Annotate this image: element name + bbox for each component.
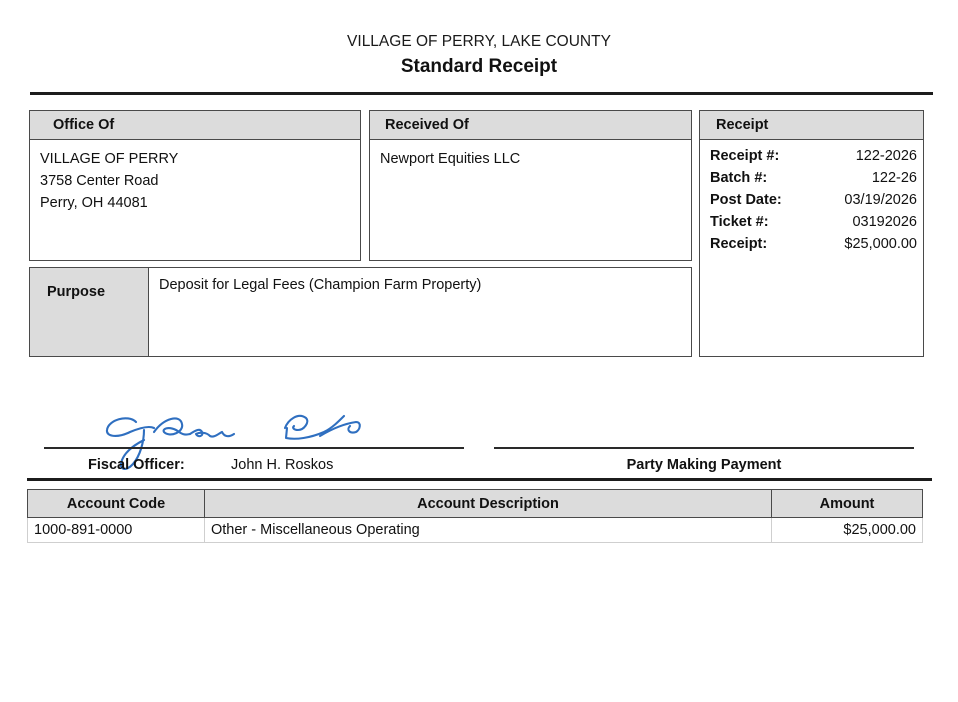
ticket-number-value: 03192026 [852, 214, 917, 230]
post-date-label: Post Date: [710, 192, 782, 208]
ticket-number-label: Ticket #: [710, 214, 769, 230]
received-of-box [369, 110, 692, 261]
receipt-number-row [710, 148, 917, 170]
batch-number-label: Batch #: [710, 170, 768, 186]
post-date-value: 03/19/2026 [844, 192, 917, 208]
post-date-row [710, 192, 917, 214]
accounts-header-row [28, 490, 923, 518]
accounts-divider [27, 478, 932, 481]
receipt-heading: Receipt [700, 111, 923, 140]
receipt-number-label: Receipt #: [710, 148, 780, 164]
account-description-header: Account Description [205, 490, 772, 518]
receipt-amount-value: $25,000.00 [844, 236, 917, 252]
purpose-text: Deposit for Legal Fees (Champion Farm Property) [159, 277, 482, 293]
account-code-cell: 1000-891-0000 [28, 518, 205, 543]
organization-name: VILLAGE OF PERRY, LAKE COUNTY [347, 33, 611, 50]
party-making-payment-label: Party Making Payment [626, 457, 782, 473]
receipt-box [699, 110, 924, 357]
office-of-heading: Office Of [30, 111, 360, 140]
office-of-box [29, 110, 361, 261]
purpose-label: Purpose [47, 284, 106, 300]
office-address [40, 148, 178, 214]
purpose-box [29, 267, 692, 357]
office-address-line1: 3758 Center Road [40, 173, 159, 189]
receipt-amount-row [710, 236, 917, 258]
header-divider [30, 92, 933, 95]
office-address-line2: Perry, OH 44081 [40, 195, 148, 211]
purpose-label-cell [30, 268, 149, 356]
ticket-number-row [710, 214, 917, 236]
table-row [28, 518, 923, 543]
accounts-table [27, 489, 923, 543]
fiscal-officer-signature-line [44, 447, 464, 449]
fiscal-officer-label: Fiscal Officer: [88, 457, 185, 473]
amount-cell: $25,000.00 [772, 518, 923, 543]
account-code-header: Account Code [28, 490, 205, 518]
party-signature-line [494, 447, 914, 449]
receipt-amount-label: Receipt: [710, 236, 768, 252]
received-of-heading: Received Of [370, 111, 691, 140]
account-description-cell: Other - Miscellaneous Operating [205, 518, 772, 543]
page-title: Standard Receipt [400, 56, 558, 77]
batch-number-value: 122-26 [871, 170, 917, 186]
fiscal-officer-name: John H. Roskos [231, 457, 334, 473]
receipt-number-value: 122-2026 [855, 148, 917, 164]
amount-header: Amount [772, 490, 923, 518]
batch-number-row [710, 170, 917, 192]
payer-name: Newport Equities LLC [380, 151, 521, 167]
office-name: VILLAGE OF PERRY [40, 151, 179, 167]
